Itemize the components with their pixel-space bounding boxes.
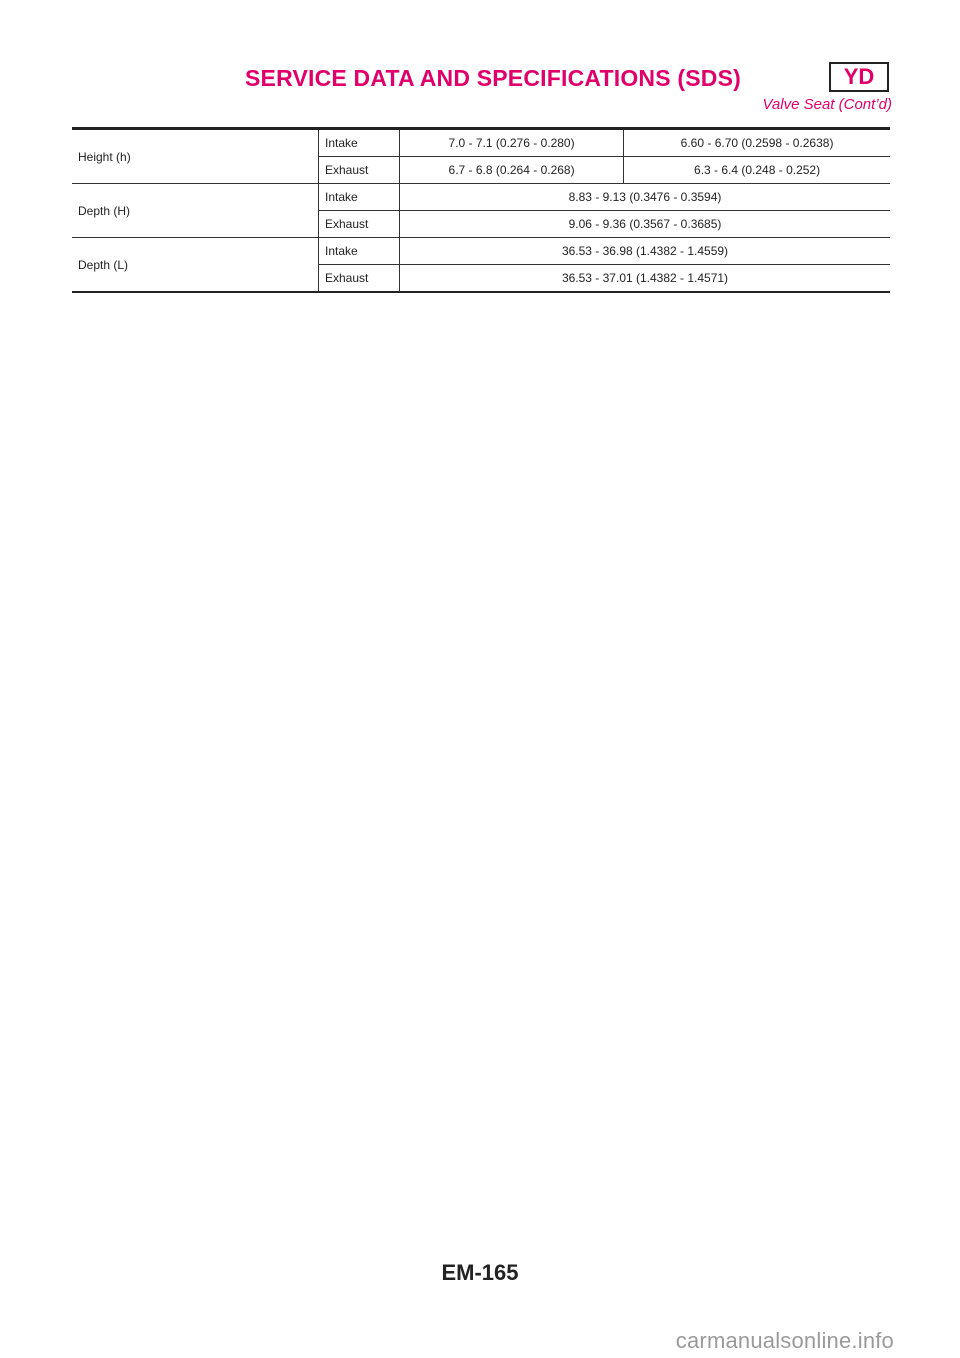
spec-value: 9.06 - 9.36 (0.3567 - 0.3685) <box>400 211 891 238</box>
spec-value: 8.83 - 9.13 (0.3476 - 0.3594) <box>400 184 891 211</box>
table-row <box>72 238 890 265</box>
section-title: SERVICE DATA AND SPECIFICATIONS (SDS) <box>245 64 741 91</box>
row-kind: Exhaust <box>319 157 400 184</box>
row-kind: Exhaust <box>319 211 400 238</box>
table-row <box>72 130 890 157</box>
row-kind: Intake <box>319 130 400 157</box>
valve-seat-spec-table <box>72 130 890 293</box>
row-kind: Intake <box>319 184 400 211</box>
spec-value: 36.53 - 37.01 (1.4382 - 1.4571) <box>400 265 891 293</box>
spec-value: 6.3 - 6.4 (0.248 - 0.252) <box>624 157 890 184</box>
page-header <box>245 62 741 94</box>
engine-code-badge: YD <box>829 62 889 92</box>
row-label: Depth (L) <box>72 238 319 293</box>
spec-value: 36.53 - 36.98 (1.4382 - 1.4559) <box>400 238 891 265</box>
spec-value: 6.7 - 6.8 (0.264 - 0.268) <box>400 157 624 184</box>
row-label: Depth (H) <box>72 184 319 238</box>
row-kind: Exhaust <box>319 265 400 293</box>
page-number: EM-165 <box>441 1260 519 1285</box>
row-kind: Intake <box>319 238 400 265</box>
spec-value: 7.0 - 7.1 (0.276 - 0.280) <box>400 130 624 157</box>
section-subtitle: Valve Seat (Cont’d) <box>762 96 892 113</box>
spec-value: 6.60 - 6.70 (0.2598 - 0.2638) <box>624 130 890 157</box>
row-label: Height (h) <box>72 130 319 184</box>
watermark: carmanualsonline.info <box>675 1328 894 1353</box>
table-row <box>72 184 890 211</box>
